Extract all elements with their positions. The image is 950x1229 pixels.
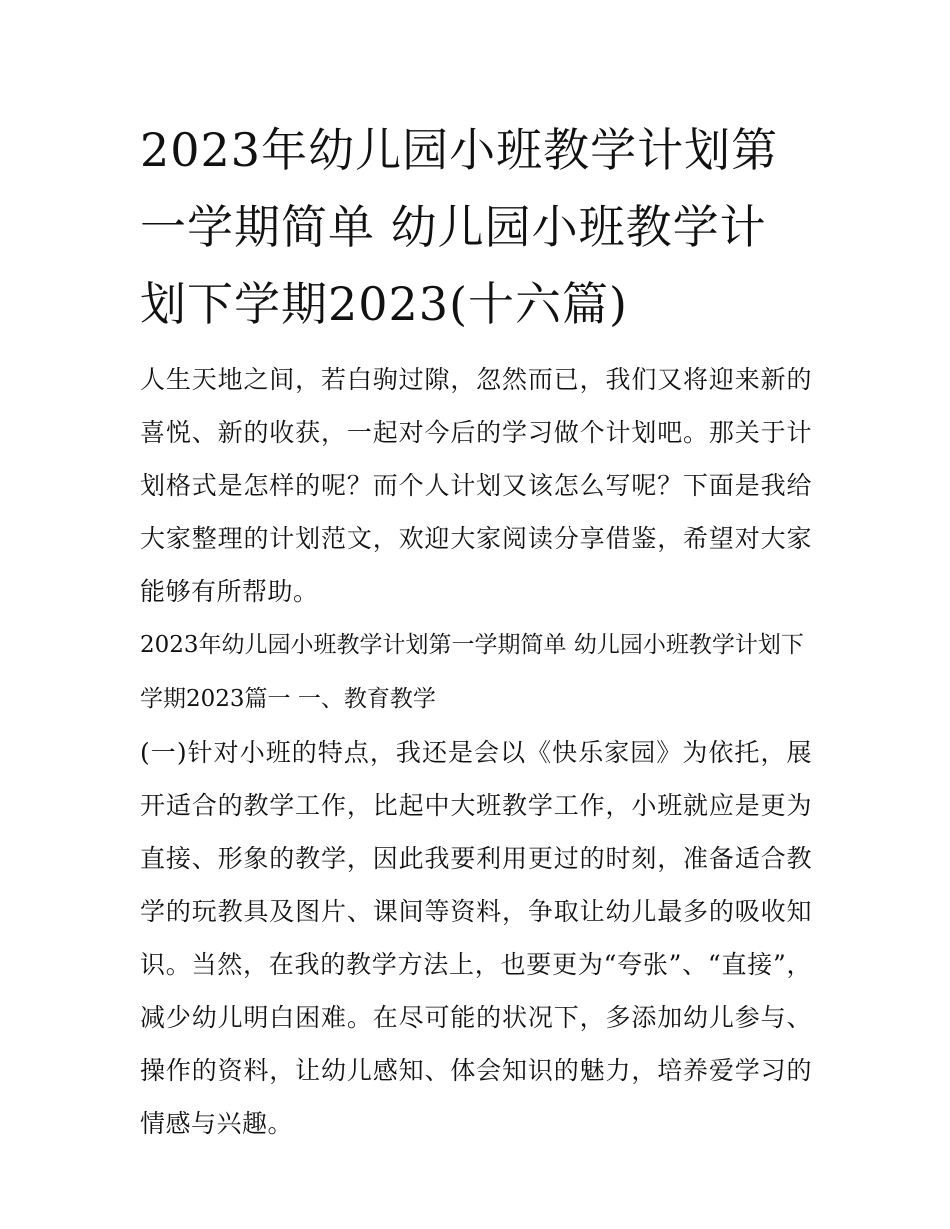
body-paragraph: (一)针对小班的特点，我还是会以《快乐家园》为依托，展开适合的教学工作，比起中大班教学工作，小班就应是更为直接、形象的教学，因此我要利用更过的时刻，准备适合教学的玩教具及图片、课间等资料，争取让幼儿最多的吸收知识。当然，在我的教学方法上，也要更为“夸张”、“直接”，减少幼儿明白困难。在尽可能的状况下，多添加幼儿参与、操作的资料，让幼儿感知、体会知识的魅力，培养爱学习的情感与兴趣。 (140, 738, 812, 1138)
intro-paragraph: 人生天地之间，若白驹过隙，忽然而已，我们又将迎来新的喜悦、新的收获，一起对今后的学习做个计划吧。那关于计划格式是怎样的呢？而个人计划又该怎么写呢？下面是我给大家整理的计划范文，欢迎大家阅读分享借鉴，希望对大家能够有所帮助。 (140, 365, 812, 606)
section-heading: 2023年幼儿园小班教学计划第一学期简单 幼儿园小班教学计划下学期2023篇一 一、教育教学 (140, 632, 804, 712)
document-page (140, 112, 812, 1150)
document-title: 2023年幼儿园小班教学计划第一学期简单 幼儿园小班教学计划下学期2023(十六篇) (140, 123, 779, 331)
